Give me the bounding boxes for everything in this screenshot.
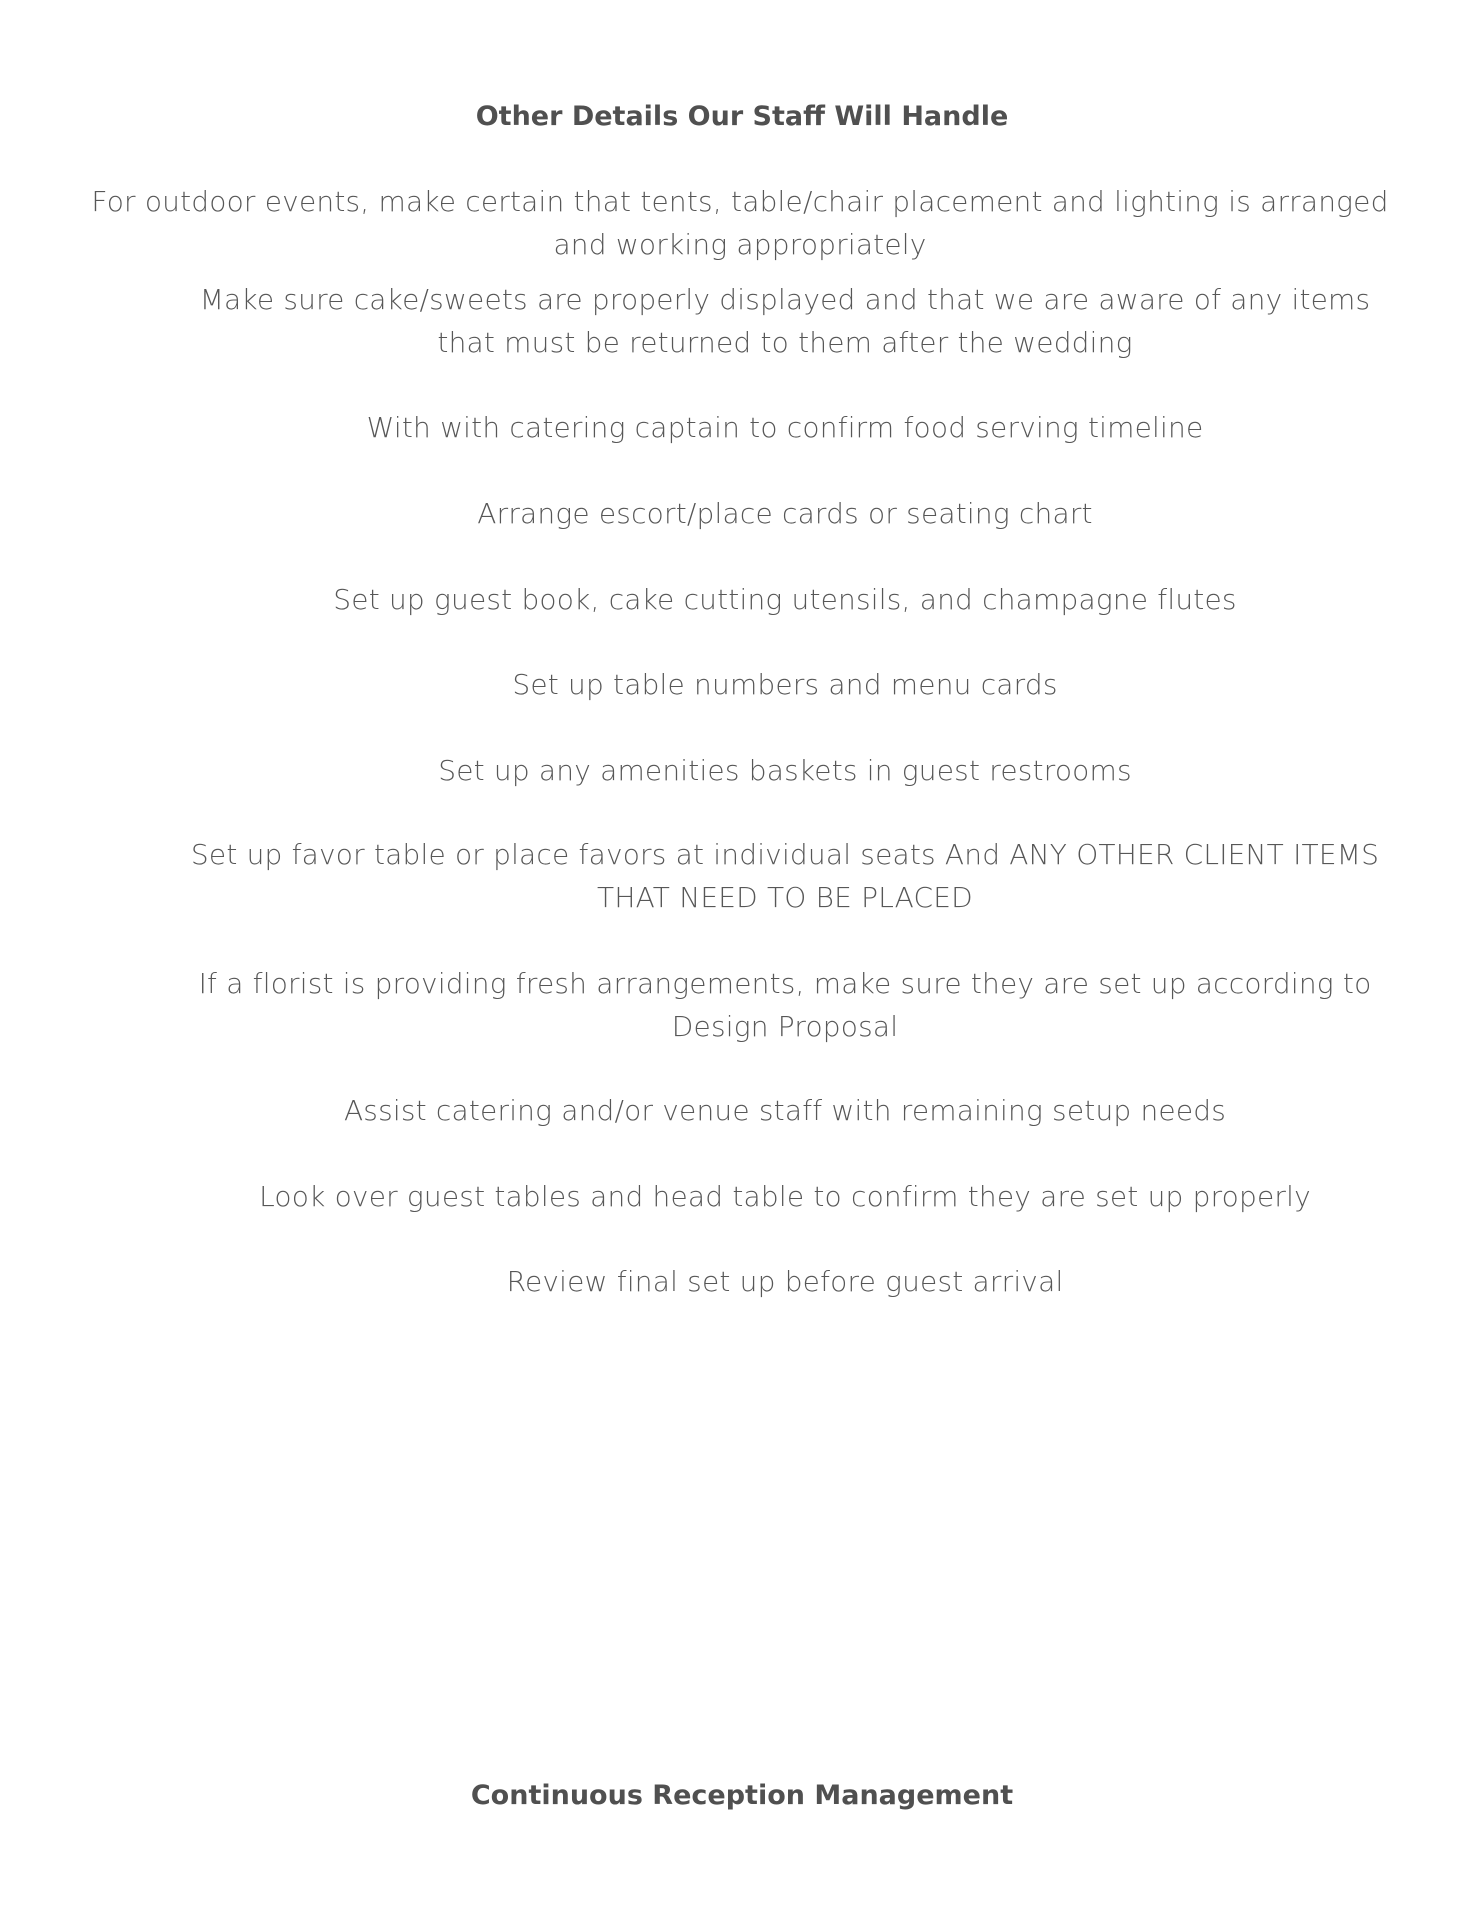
list-item: Make sure cake/sweets are properly displayed and that we are aware of any items that must be returned to them after the wedding: [199, 283, 1371, 359]
list-item: Review final set up before guest arrival: [506, 1265, 1064, 1298]
list-item: With with catering captain to confirm food serving timeline: [366, 411, 1204, 444]
list-item: Set up any amenities baskets in guest restrooms: [438, 754, 1132, 787]
list-item: If a florist is providing fresh arrangements, make sure they are set up according to Design Proposal: [198, 967, 1372, 1043]
section-heading-other-details: Other Details Our Staff Will Handle: [475, 101, 1009, 132]
list-item: Assist catering and/or venue staff with remaining setup needs: [343, 1094, 1227, 1127]
list-item: Set up table numbers and menu cards: [512, 668, 1058, 701]
list-item: Set up guest book, cake cutting utensils, and champagne flutes: [333, 583, 1237, 616]
list-item: Set up favor table or place favors at individual seats And ANY OTHER CLIENT ITEMS THAT NEED TO BE PLACED: [190, 838, 1380, 914]
list-item: Arrange escort/place cards or seating chart: [477, 497, 1093, 530]
list-item: Look over guest tables and head table to confirm they are set up properly: [259, 1180, 1311, 1213]
list-item: For outdoor events, make certain that tents, table/chair placement and lighting is arranged and working appropriately: [91, 185, 1389, 261]
section-heading-continuous-reception: Continuous Reception Management: [470, 1780, 1014, 1811]
